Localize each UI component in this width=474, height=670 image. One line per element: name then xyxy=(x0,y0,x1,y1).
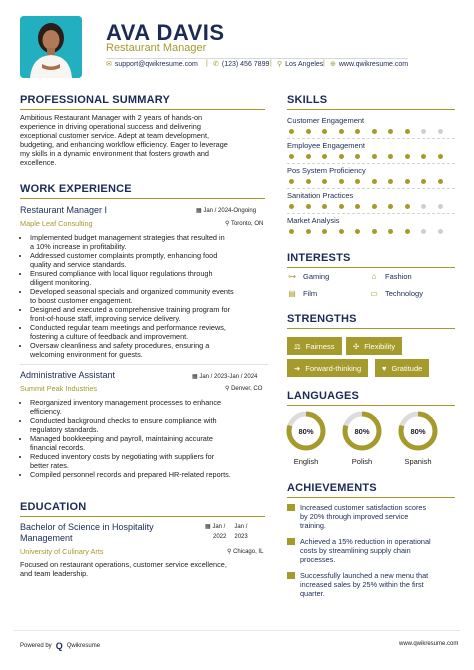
rating-dot xyxy=(306,154,311,159)
education-location xyxy=(227,548,263,555)
rating-dot xyxy=(438,229,443,234)
summary-line: exceptional customer service. Adept at team development, xyxy=(20,131,210,140)
rating-dot xyxy=(388,154,393,159)
achievement-item: Increased customer satisfaction scores by 20% through improved service training. xyxy=(287,503,457,530)
list-item: • Designed and executed a comprehensive training program for front-of-house staff, improving service delivery. xyxy=(30,305,282,323)
job-title: Administrative Assistant xyxy=(20,370,116,380)
list-item: • Conducted background checks to ensure compliance with regulatory standards. xyxy=(30,416,282,434)
rating-dot xyxy=(421,179,426,184)
skill-divider xyxy=(287,138,455,139)
rating-dot xyxy=(372,204,377,209)
list-item: • Reorganized inventory management processes to enhance efficiency. xyxy=(30,398,282,416)
job-divider xyxy=(20,364,268,365)
summary-underline xyxy=(20,109,265,110)
skill-rating xyxy=(289,229,443,234)
location-pin-icon: ⚲ xyxy=(225,386,230,392)
education-underline xyxy=(20,516,265,517)
rating-dot xyxy=(355,229,360,234)
qwikresume-logo-icon: Q xyxy=(55,641,63,651)
list-item: • Reduced inventory costs by negotiating with suppliers for better rates. xyxy=(30,452,282,470)
education-location-text: Chicago, IL xyxy=(233,549,264,555)
location-text: Los Angeles xyxy=(285,60,324,68)
footer-powered xyxy=(20,641,100,651)
tag-icon: ⌂ xyxy=(371,272,377,281)
contact-location xyxy=(277,60,323,68)
globe-icon: ⊕ xyxy=(330,61,336,68)
rating-dot xyxy=(405,229,410,234)
contact-email[interactable] xyxy=(106,60,198,68)
candidate-role: Restaurant Manager xyxy=(106,42,207,54)
skill-rating xyxy=(289,129,443,134)
candidate-name: AVA DAVIS xyxy=(106,20,225,45)
experience-underline xyxy=(20,198,265,199)
summary-line: excellence. xyxy=(20,158,57,167)
degree-line: Bachelor of Science in Hospitality xyxy=(20,522,154,532)
rating-dot xyxy=(355,179,360,184)
job-location-text: Toronto, ON xyxy=(230,221,264,227)
school-name: University of Culinary Arts xyxy=(20,547,104,556)
job-title: Restaurant Manager I xyxy=(20,205,108,215)
email-text: support@qwikresume.com xyxy=(114,60,198,68)
trophy-icon xyxy=(287,572,295,579)
language-name: English xyxy=(293,457,319,466)
interest-film: ▤ Film xyxy=(288,289,318,298)
strength-tag: ♥ Gratitude xyxy=(375,359,429,377)
powered-by-text: Powered by xyxy=(20,643,52,649)
interest-technology: ▭ Technology xyxy=(370,289,423,298)
skills-underline xyxy=(287,109,455,110)
job-dates-text: Jan / 2023-Jan / 2024 xyxy=(199,374,258,380)
calendar-icon: ▦ xyxy=(192,374,198,380)
education-line: Focused on restaurant operations, customer service excellence, xyxy=(20,560,227,569)
location-pin-icon: ⚲ xyxy=(277,61,283,68)
languages-heading: LANGUAGES xyxy=(287,390,360,402)
interest-fashion: ⌂ Fashion xyxy=(369,272,412,281)
rating-dot xyxy=(306,129,311,134)
header-divider xyxy=(106,58,408,59)
language-progress-ring xyxy=(341,410,383,452)
contact-separator: | xyxy=(206,60,208,67)
list-item: • Oversaw cleanliness and safety procedures, ensuring a welcoming environment for guests. xyxy=(30,341,282,359)
list-item: • Managed bookkeeping and payroll, maintaining accurate financial records. xyxy=(30,434,282,452)
languages-underline xyxy=(287,405,455,406)
job-location xyxy=(225,220,263,227)
list-item: • Compiled personnel records and prepared HR-related reports. xyxy=(30,470,282,479)
footer-site[interactable]: www.qwikresume.com xyxy=(399,641,459,647)
calendar-icon: ▦ xyxy=(205,524,211,530)
education-dates: ▦ Jan / 2022 Jan / 2023 xyxy=(205,524,248,540)
location-pin-icon: ⚲ xyxy=(225,221,230,227)
skill-name: Sanitation Practices xyxy=(287,191,354,200)
skill-name: Employee Engagement xyxy=(287,141,365,150)
achievements-underline xyxy=(287,497,455,498)
summary-text xyxy=(20,113,268,167)
rating-dot xyxy=(306,229,311,234)
skill-divider xyxy=(287,188,455,189)
rating-dot xyxy=(372,179,377,184)
rating-dot xyxy=(421,154,426,159)
strengths-heading: STRENGTHS xyxy=(287,313,357,325)
education-heading: EDUCATION xyxy=(20,501,87,513)
rating-dot xyxy=(339,154,344,159)
footer-divider xyxy=(14,630,460,631)
rating-dot xyxy=(438,129,443,134)
language-percent: 80% xyxy=(298,427,314,436)
job-location-text: Denver, CO xyxy=(231,386,263,392)
rating-dot xyxy=(388,229,393,234)
rating-dot xyxy=(322,229,327,234)
rating-dot xyxy=(322,154,327,159)
profile-photo xyxy=(20,16,82,78)
list-item: • Conducted regular team meetings and performance reviews, fostering a culture of feedback and improvement. xyxy=(30,323,282,341)
rating-dot xyxy=(289,229,294,234)
skill-name: Pos System Proficiency xyxy=(287,166,366,175)
rating-dot xyxy=(355,204,360,209)
rating-dot xyxy=(355,129,360,134)
skill-rating xyxy=(289,179,443,184)
job-dates xyxy=(196,207,256,214)
strengths-underline xyxy=(287,328,455,329)
degree-line: Management xyxy=(20,533,73,543)
rating-dot xyxy=(306,179,311,184)
scale-icon: ⚖ xyxy=(294,341,301,351)
laptop-icon: ▭ xyxy=(370,289,378,298)
website-text: www.qwikresume.com xyxy=(338,60,409,68)
rating-dot xyxy=(372,154,377,159)
rating-dot xyxy=(438,154,443,159)
rating-dot xyxy=(306,204,311,209)
rating-dot xyxy=(405,129,410,134)
job-company: Summit Peak Industries xyxy=(20,384,98,393)
rating-dot xyxy=(355,154,360,159)
language-percent: 80% xyxy=(354,427,370,436)
achievement-item: Achieved a 15% reduction in operational costs by streamlining supply chain processes. xyxy=(287,537,457,564)
heart-icon: ♥ xyxy=(382,363,387,373)
interests-heading: INTERESTS xyxy=(287,252,351,264)
rating-dot xyxy=(372,129,377,134)
job-company: Maple Leaf Consulting xyxy=(20,219,93,228)
skills-heading: SKILLS xyxy=(287,94,328,106)
language-progress-ring xyxy=(285,410,327,452)
strength-tag: ➜ Forward-thinking xyxy=(287,359,368,377)
summary-heading: PROFESSIONAL SUMMARY xyxy=(20,94,171,106)
rating-dot xyxy=(339,229,344,234)
list-item: • Addressed customer complaints promptly, enhancing food quality and service standards. xyxy=(30,251,282,269)
interest-gaming: ⊶ Gaming xyxy=(288,272,330,281)
language-name: Spanish xyxy=(404,457,432,466)
trophy-icon xyxy=(287,504,295,511)
job-location xyxy=(225,385,262,392)
rating-dot xyxy=(372,229,377,234)
interests-underline xyxy=(287,267,455,268)
phone-icon: ✆ xyxy=(213,61,219,68)
rating-dot xyxy=(388,204,393,209)
skill-divider xyxy=(287,213,455,214)
achievements-heading: ACHIEVEMENTS xyxy=(287,482,377,494)
job-bullets xyxy=(20,233,282,359)
contact-separator: | xyxy=(323,60,325,67)
rating-dot xyxy=(438,179,443,184)
skill-divider xyxy=(287,163,455,164)
email-icon: ✉ xyxy=(106,61,112,68)
list-item: • Developed seasonal specials and organized community events to boost customer engagement. xyxy=(30,287,282,305)
rating-dot xyxy=(289,179,294,184)
brand-text: Qwikresume xyxy=(66,643,101,649)
rating-dot xyxy=(289,154,294,159)
rating-dot xyxy=(405,179,410,184)
rating-dot xyxy=(421,129,426,134)
summary-line: Ambitious Restaurant Manager with 2 years of hands-on xyxy=(20,113,203,122)
contact-website[interactable] xyxy=(330,60,408,68)
rating-dot xyxy=(322,179,327,184)
rating-dot xyxy=(289,204,294,209)
rating-dot xyxy=(421,229,426,234)
rating-dot xyxy=(388,129,393,134)
rating-dot xyxy=(438,204,443,209)
rating-dot xyxy=(339,204,344,209)
job-bullets xyxy=(20,398,282,479)
skill-rating xyxy=(289,204,443,209)
gamepad-icon: ⊶ xyxy=(288,272,296,281)
education-description xyxy=(20,560,270,578)
list-item: • Ensured compliance with local liquor regulations through diligent monitoring. xyxy=(30,269,282,287)
language-name: Polish xyxy=(351,457,373,466)
language-progress-ring xyxy=(397,410,439,452)
rating-dot xyxy=(388,179,393,184)
calendar-icon: ▦ xyxy=(196,208,202,214)
rating-dot xyxy=(322,129,327,134)
rating-dot xyxy=(405,154,410,159)
skill-name: Market Analysis xyxy=(287,216,340,225)
summary-line: experience in driving operational success and delivering xyxy=(20,122,201,131)
skill-name: Customer Engagement xyxy=(287,116,365,125)
contact-separator: | xyxy=(270,60,272,67)
education-line: and team leadership. xyxy=(20,569,89,578)
rating-dot xyxy=(421,204,426,209)
rating-dot xyxy=(322,204,327,209)
strength-tag: ✣ Flexibility xyxy=(346,337,402,355)
rating-dot xyxy=(289,129,294,134)
list-item: • Implemented budget management strategies that resulted in a 10% increase in profitability. xyxy=(30,233,282,251)
strength-tag: ⚖ Fairness xyxy=(287,337,342,355)
location-pin-icon: ⚲ xyxy=(227,549,232,555)
summary-line: my skills in a dynamic environment that fosters growth and xyxy=(20,149,209,158)
contact-phone[interactable] xyxy=(213,60,269,68)
rating-dot xyxy=(339,129,344,134)
achievement-item: Successfully launched a new menu that increased sales by 25% within the first quarter. xyxy=(287,571,457,598)
job-dates xyxy=(192,373,257,380)
puzzle-icon: ✣ xyxy=(353,341,360,351)
rating-dot xyxy=(405,204,410,209)
experience-heading: WORK EXPERIENCE xyxy=(20,183,132,195)
rating-dot xyxy=(339,179,344,184)
trophy-icon xyxy=(287,538,295,545)
degree-title xyxy=(20,522,154,544)
job-dates-text: Jan / 2024-Ongoing xyxy=(203,208,257,214)
language-percent: 80% xyxy=(410,427,426,436)
arrow-icon: ➜ xyxy=(294,363,301,373)
summary-line: budgeting, and enhancing workflow efficiency. Eager to leverage xyxy=(20,140,228,149)
film-icon: ▤ xyxy=(288,289,296,298)
phone-text: (123) 456 7899 xyxy=(221,60,270,68)
skill-rating xyxy=(289,154,443,159)
